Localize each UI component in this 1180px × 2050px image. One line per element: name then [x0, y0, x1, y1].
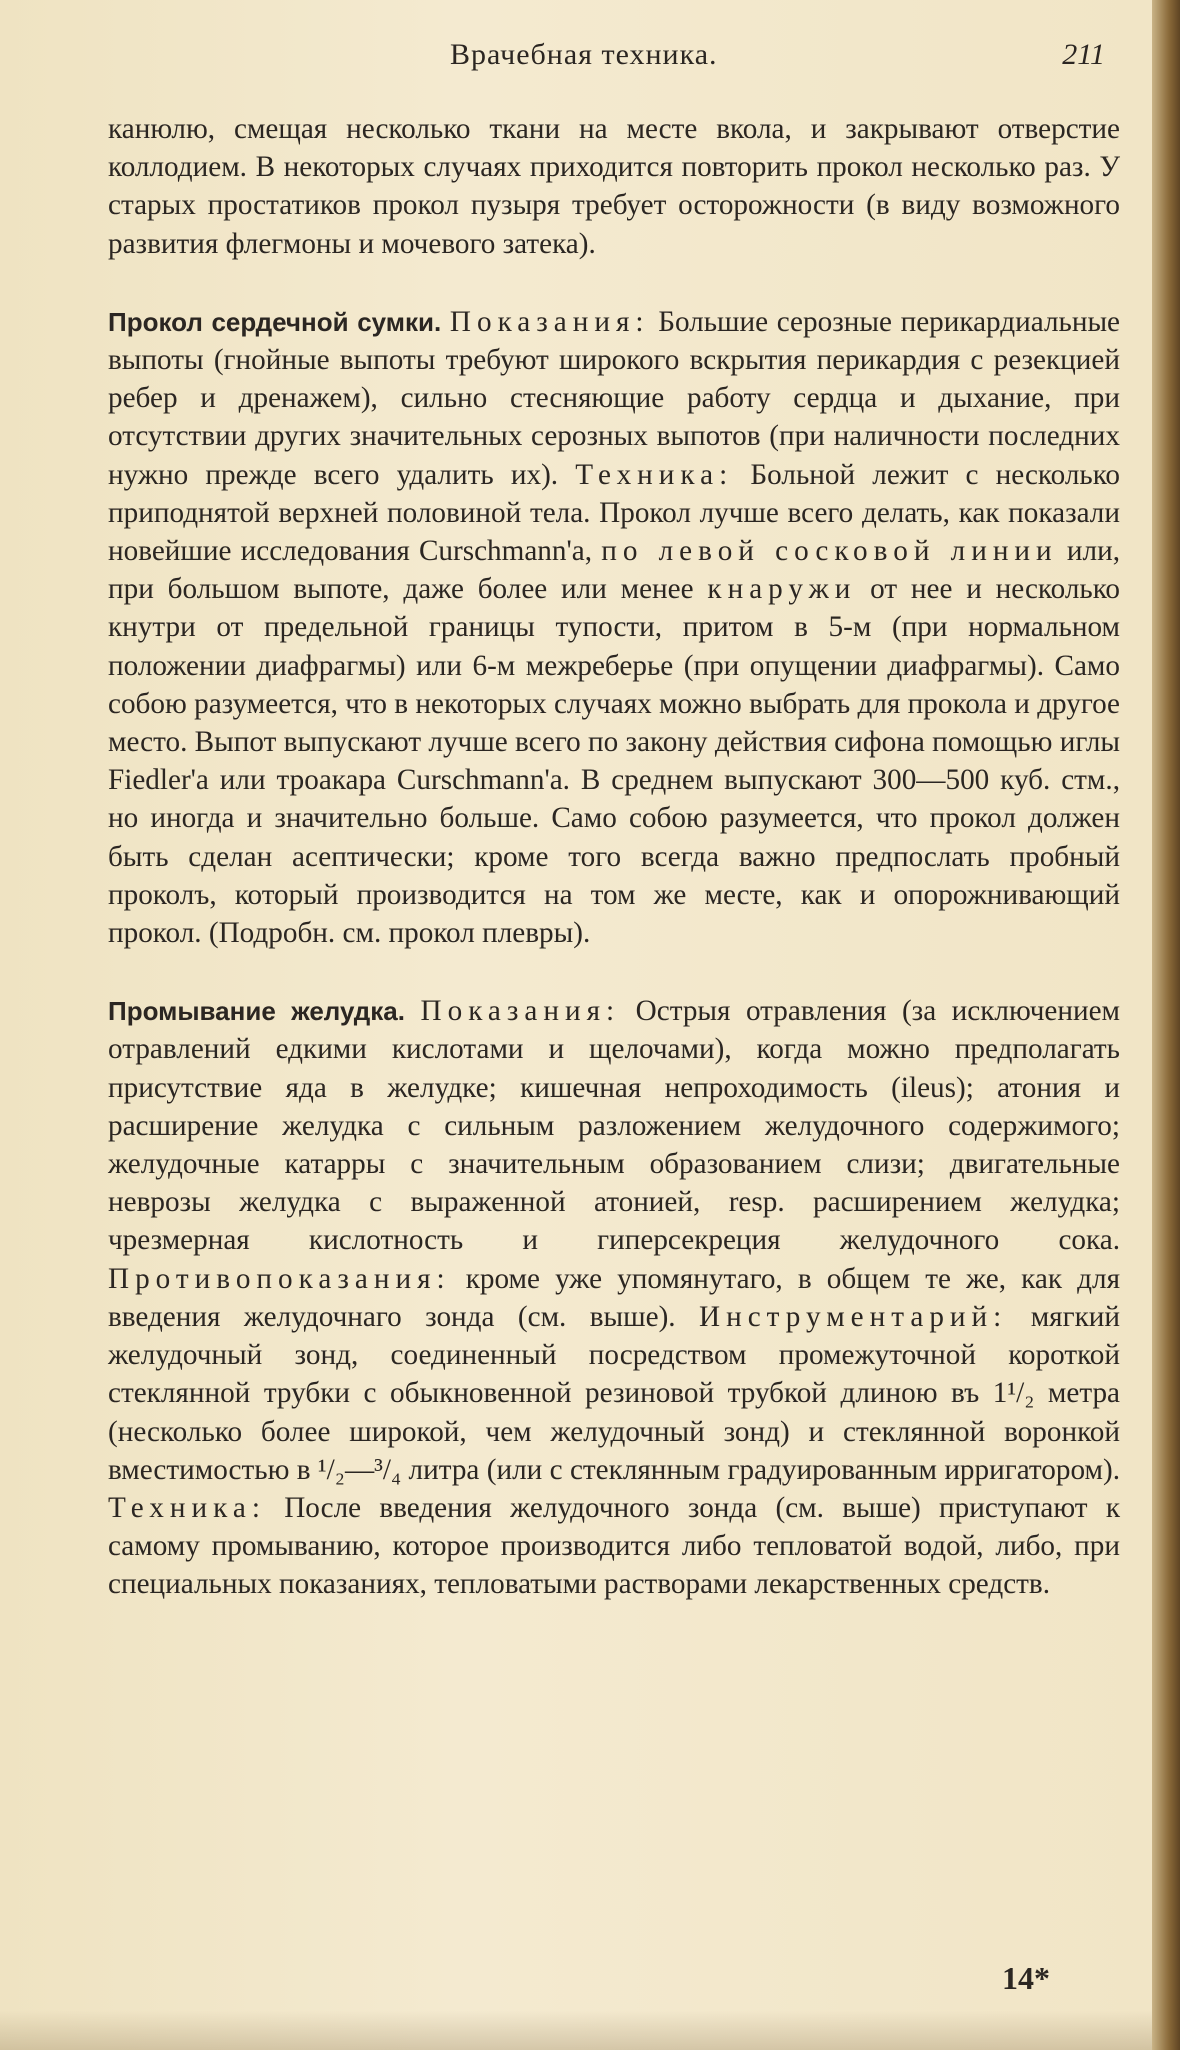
- page-number: 211: [1062, 38, 1105, 71]
- spaced-emphasis: кнаружи: [707, 573, 857, 606]
- spaced-label: Показания:: [420, 995, 621, 1028]
- paragraph-text: Острыя отравления (за исключением отравлений едкими кислотами и щелочами), когда можно предполагать присутствие яда в желудке; кишечная непроходимость (ileus); атония и расширение желудка с сильным разложением желудочного содержимого; желудочные катарры с значительным образованием слизи; двигательные неврозы желудка с выраженной атонией, resp. расширением желудка; чрезмерная кислотность и гиперсекреция желудочного сока.: [108, 995, 1120, 1257]
- paragraph-text: от нее и несколько кнутри от предельной границы тупости, притом в 5-м (при нормальном положении диафрагмы) или 6-м межреберье (при опущении диафрагмы). Само собою разумеется, что в некоторых случаях можно выбрать для прокола и другое место. Выпот выпускают лучше всего по закону действия сифона помощью иглы Fiedler'а или троакара Curschmann'а. В среднем выпускают 300—500 куб. стм., но иногда и значительно больше. Само собою разумеется, что прокол должен быть сделан асептически; кроме того всегда важно предпослать пробный проколъ, который производится на том же месте, как и опорожнивающий прокол. (Подробн. см. прокол плевры).: [108, 573, 1120, 950]
- spaced-label: Техника:: [575, 458, 734, 491]
- page-edge: [1152, 0, 1180, 2050]
- spaced-label: Противопоказания:: [108, 1262, 451, 1295]
- paragraph-text: Больной лежит с несколько приподнятой верхней половиной тела. Прокол лучше всего делать, как показали новейшие исследования Curschmann'а,: [108, 458, 1120, 568]
- page-header: [110, 38, 1115, 78]
- paragraph-text: или, при большом выпоте, даже более или менее: [108, 535, 1120, 606]
- page-bottom-shadow: [0, 2010, 1152, 2050]
- body-text: [108, 110, 1120, 1604]
- running-title: Врачебная техника.: [450, 38, 718, 71]
- paragraph-text: Большие серозные перикардиальные выпоты (гнойные выпоты требуют широкого вскрытия перикардия с резекцией ребер и дренажем), сильно стесняющие работу сердца и дыхание, при отсутствии других значительных серозных выпотов (при наличности последних нужно прежде всего удалить их).: [108, 305, 1121, 491]
- paragraph-pericardium-puncture: [108, 303, 1120, 952]
- section-heading: Прокол сердечной сумки.: [108, 306, 442, 337]
- paragraph-text: После введения желудочного зонда (см. выше) приступают к самому промыванию, которое производится либо тепловатой водой, либо, при специальных показаниях, тепловатыми растворами лекарственных средств.: [108, 1491, 1120, 1601]
- paragraph-text: мягкий желудочный зонд, соединенный посредством промежуточной короткой стеклянной трубки с обыкновенной резиновой трубкой длиною въ 1¹/₂ метра (несколько более широкой, чем желудочный зонд) и стеклянной воронкой вместимостью в ¹/₂—³/₄ литра (или с стеклянным градуированным ирригатором).: [108, 1300, 1120, 1486]
- spaced-label: Техника:: [108, 1491, 266, 1524]
- spaced-label: Инструментарий:: [699, 1300, 1008, 1333]
- signature-mark: 14*: [1002, 1960, 1050, 1996]
- paragraph-text: кроме уже упомянутаго, в общем те же, как для введения желудочнаго зонда (см. выше).: [108, 1262, 1121, 1333]
- section-heading: Промывание желудка.: [108, 996, 405, 1027]
- paragraph-gastric-lavage: [108, 992, 1120, 1603]
- spaced-label: Показания:: [449, 305, 650, 338]
- paragraph-continuation: канюлю, смещая несколько ткани на месте вкола, и закрывают отверстие коллодием. В некоторых случаях приходится повторить прокол несколько раз. У старых простатиков прокол пузыря требует осторожности (в виду возможного развития флегмоны и мочевого затека).: [108, 113, 1120, 260]
- spaced-emphasis: по левой сосковой линии: [601, 535, 1058, 568]
